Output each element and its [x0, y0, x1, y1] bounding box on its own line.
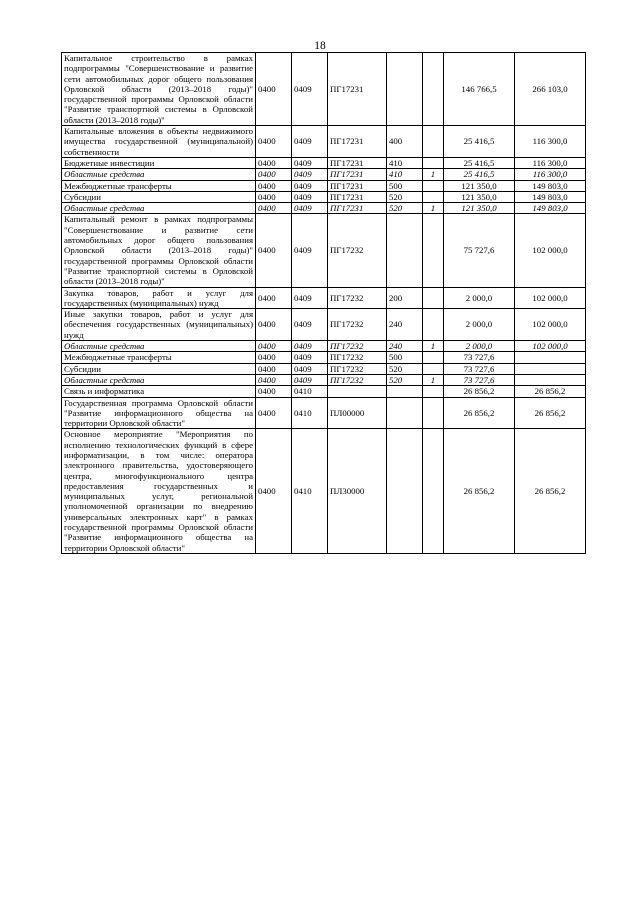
section-code-cell: 0400 [256, 363, 292, 374]
subsection-code-cell: 0409 [292, 374, 328, 385]
row-name-cell: Капитальные вложения в объекты недвижимого имущества государственной (муниципальной) собственности [62, 126, 256, 158]
expense-type-cell: 500 [387, 352, 423, 363]
expense-type-cell: 520 [387, 374, 423, 385]
section-code-cell: 0400 [256, 180, 292, 191]
row-name-cell: Межбюджетные трансферты [62, 180, 256, 191]
amount-year2-cell: 116 300,0 [515, 169, 586, 180]
subsection-code-cell: 0409 [292, 363, 328, 374]
table-body [62, 53, 586, 554]
table-row [62, 374, 586, 385]
target-item-cell: ПГ17231 [328, 53, 387, 126]
amount-year1-cell: 146 766,5 [444, 53, 515, 126]
row-name-cell: Основное мероприятие "Мероприятия по исполнению технологических функций в сфере информатизации, в том числе: оператора электронного правительства, удостоверяющего центра, многофункционального центра предоставления государственных и муниципальных услуг, региональной уполномоченной организации по внедрению универсальных электронных карт" в рамках государственной программы Орловской области "Развитие информационного общества на территории Орловской области" [62, 429, 256, 554]
row-name-cell: Иные закупки товаров, работ и услуг для обеспечения государственных (муниципальных) нужд [62, 309, 256, 341]
target-item-cell: ПГ17232 [328, 341, 387, 352]
row-name-cell: Межбюджетные трансферты [62, 352, 256, 363]
row-name-cell: Субсидии [62, 363, 256, 374]
amount-year1-cell: 2 000,0 [444, 341, 515, 352]
target-item-cell: ПГ17231 [328, 126, 387, 158]
amount-year2-cell [515, 374, 586, 385]
target-item-cell: ПГ17232 [328, 374, 387, 385]
target-item-cell: ПГ17231 [328, 203, 387, 214]
funding-source-cell [423, 287, 444, 309]
section-code-cell: 0400 [256, 203, 292, 214]
subsection-code-cell: 0409 [292, 169, 328, 180]
page-number: 18 [314, 40, 326, 52]
amount-year2-cell: 116 300,0 [515, 157, 586, 168]
funding-source-cell: 1 [423, 203, 444, 214]
subsection-code-cell: 0409 [292, 203, 328, 214]
target-item-cell: ПГ17231 [328, 180, 387, 191]
row-name-cell: Областные средства [62, 341, 256, 352]
amount-year1-cell: 26 856,2 [444, 397, 515, 429]
amount-year2-cell: 102 000,0 [515, 309, 586, 341]
funding-source-cell [423, 191, 444, 202]
funding-source-cell [423, 157, 444, 168]
budget-table [61, 52, 586, 554]
section-code-cell: 0400 [256, 214, 292, 287]
table-row [62, 287, 586, 309]
amount-year2-cell: 266 103,0 [515, 53, 586, 126]
table-row [62, 429, 586, 554]
subsection-code-cell: 0409 [292, 287, 328, 309]
expense-type-cell: 200 [387, 287, 423, 309]
section-code-cell: 0400 [256, 386, 292, 397]
section-code-cell: 0400 [256, 429, 292, 554]
amount-year2-cell [515, 363, 586, 374]
amount-year2-cell: 116 300,0 [515, 126, 586, 158]
subsection-code-cell: 0410 [292, 386, 328, 397]
row-name-cell: Связь и информатика [62, 386, 256, 397]
target-item-cell: ПЛ30000 [328, 429, 387, 554]
table-row [62, 126, 586, 158]
table-row [62, 214, 586, 287]
funding-source-cell [423, 53, 444, 126]
subsection-code-cell: 0409 [292, 157, 328, 168]
amount-year1-cell: 25 416,5 [444, 169, 515, 180]
expense-type-cell: 240 [387, 341, 423, 352]
section-code-cell: 0400 [256, 309, 292, 341]
amount-year2-cell: 149 803,0 [515, 191, 586, 202]
section-code-cell: 0400 [256, 374, 292, 385]
expense-type-cell [387, 386, 423, 397]
target-item-cell [328, 386, 387, 397]
expense-type-cell: 400 [387, 126, 423, 158]
subsection-code-cell: 0409 [292, 341, 328, 352]
table-row [62, 169, 586, 180]
amount-year2-cell: 26 856,2 [515, 386, 586, 397]
table-row [62, 352, 586, 363]
subsection-code-cell: 0410 [292, 397, 328, 429]
target-item-cell: ПГ17232 [328, 309, 387, 341]
expense-type-cell: 240 [387, 309, 423, 341]
amount-year2-cell: 102 000,0 [515, 214, 586, 287]
subsection-code-cell: 0409 [292, 191, 328, 202]
amount-year1-cell: 121 350,0 [444, 191, 515, 202]
funding-source-cell: 1 [423, 341, 444, 352]
amount-year1-cell: 2 000,0 [444, 309, 515, 341]
subsection-code-cell: 0409 [292, 180, 328, 191]
funding-source-cell [423, 386, 444, 397]
row-name-cell: Областные средства [62, 169, 256, 180]
table-row [62, 386, 586, 397]
section-code-cell: 0400 [256, 191, 292, 202]
row-name-cell: Областные средства [62, 374, 256, 385]
funding-source-cell [423, 352, 444, 363]
subsection-code-cell: 0409 [292, 352, 328, 363]
amount-year1-cell: 25 416,5 [444, 157, 515, 168]
table-row [62, 191, 586, 202]
expense-type-cell [387, 53, 423, 126]
section-code-cell: 0400 [256, 341, 292, 352]
funding-source-cell [423, 429, 444, 554]
expense-type-cell: 520 [387, 363, 423, 374]
amount-year1-cell: 25 416,5 [444, 126, 515, 158]
amount-year2-cell [515, 352, 586, 363]
table-row [62, 180, 586, 191]
row-name-cell: Капитальное строительство в рамках подпрограммы "Совершенствование и развитие сети автомобильных дорог общего пользования Орловской области (2013–2018 годы)" государственной программы Орловской области "Развитие транспортной системы в Орловской области (2013–2018 годы)" [62, 53, 256, 126]
amount-year1-cell: 26 856,2 [444, 429, 515, 554]
row-name-cell: Бюджетные инвестиции [62, 157, 256, 168]
expense-type-cell: 410 [387, 169, 423, 180]
amount-year1-cell: 2 000,0 [444, 287, 515, 309]
table-row [62, 203, 586, 214]
expense-type-cell: 520 [387, 203, 423, 214]
expense-type-cell [387, 429, 423, 554]
funding-source-cell [423, 397, 444, 429]
section-code-cell: 0400 [256, 352, 292, 363]
amount-year2-cell: 102 000,0 [515, 287, 586, 309]
target-item-cell: ПГ17231 [328, 157, 387, 168]
funding-source-cell [423, 309, 444, 341]
target-item-cell: ПЛ00000 [328, 397, 387, 429]
funding-source-cell [423, 180, 444, 191]
amount-year2-cell: 26 856,2 [515, 429, 586, 554]
row-name-cell: Субсидии [62, 191, 256, 202]
amount-year1-cell: 75 727,6 [444, 214, 515, 287]
amount-year2-cell: 149 803,0 [515, 203, 586, 214]
subsection-code-cell: 0409 [292, 53, 328, 126]
expense-type-cell [387, 214, 423, 287]
row-name-cell: Закупка товаров, работ и услуг для государственных (муниципальных) нужд [62, 287, 256, 309]
section-code-cell: 0400 [256, 53, 292, 126]
table-row [62, 309, 586, 341]
target-item-cell: ПГ17231 [328, 169, 387, 180]
section-code-cell: 0400 [256, 397, 292, 429]
funding-source-cell [423, 214, 444, 287]
table-row [62, 397, 586, 429]
target-item-cell: ПГ17232 [328, 214, 387, 287]
subsection-code-cell: 0409 [292, 214, 328, 287]
amount-year1-cell: 26 856,2 [444, 386, 515, 397]
table-row [62, 53, 586, 126]
funding-source-cell [423, 126, 444, 158]
expense-type-cell: 500 [387, 180, 423, 191]
target-item-cell: ПГ17232 [328, 352, 387, 363]
amount-year1-cell: 73 727,6 [444, 352, 515, 363]
row-name-cell: Областные средства [62, 203, 256, 214]
target-item-cell: ПГ17231 [328, 191, 387, 202]
row-name-cell: Государственная программа Орловской области "Развитие информационного общества на территории Орловской области" [62, 397, 256, 429]
amount-year1-cell: 121 350,0 [444, 180, 515, 191]
section-code-cell: 0400 [256, 157, 292, 168]
target-item-cell: ПГ17232 [328, 363, 387, 374]
expense-type-cell [387, 397, 423, 429]
target-item-cell: ПГ17232 [328, 287, 387, 309]
table-row [62, 363, 586, 374]
funding-source-cell: 1 [423, 169, 444, 180]
section-code-cell: 0400 [256, 126, 292, 158]
funding-source-cell [423, 363, 444, 374]
subsection-code-cell: 0410 [292, 429, 328, 554]
section-code-cell: 0400 [256, 287, 292, 309]
amount-year1-cell: 73 727,6 [444, 363, 515, 374]
amount-year1-cell: 73 727,6 [444, 374, 515, 385]
table-row [62, 157, 586, 168]
amount-year2-cell: 26 856,2 [515, 397, 586, 429]
subsection-code-cell: 0409 [292, 126, 328, 158]
table-row [62, 341, 586, 352]
section-code-cell: 0400 [256, 169, 292, 180]
row-name-cell: Капитальный ремонт в рамках подпрограммы "Совершенствование и развитие сети автомобильных дорог общего пользования Орловской области (2013–2018 годы)" государственной программы Орловской области "Развитие транспортной системы в Орловской области (2013–2018 годы)" [62, 214, 256, 287]
funding-source-cell: 1 [423, 374, 444, 385]
expense-type-cell: 410 [387, 157, 423, 168]
amount-year2-cell: 102 000,0 [515, 341, 586, 352]
expense-type-cell: 520 [387, 191, 423, 202]
amount-year1-cell: 121 350,0 [444, 203, 515, 214]
amount-year2-cell: 149 803,0 [515, 180, 586, 191]
subsection-code-cell: 0409 [292, 309, 328, 341]
